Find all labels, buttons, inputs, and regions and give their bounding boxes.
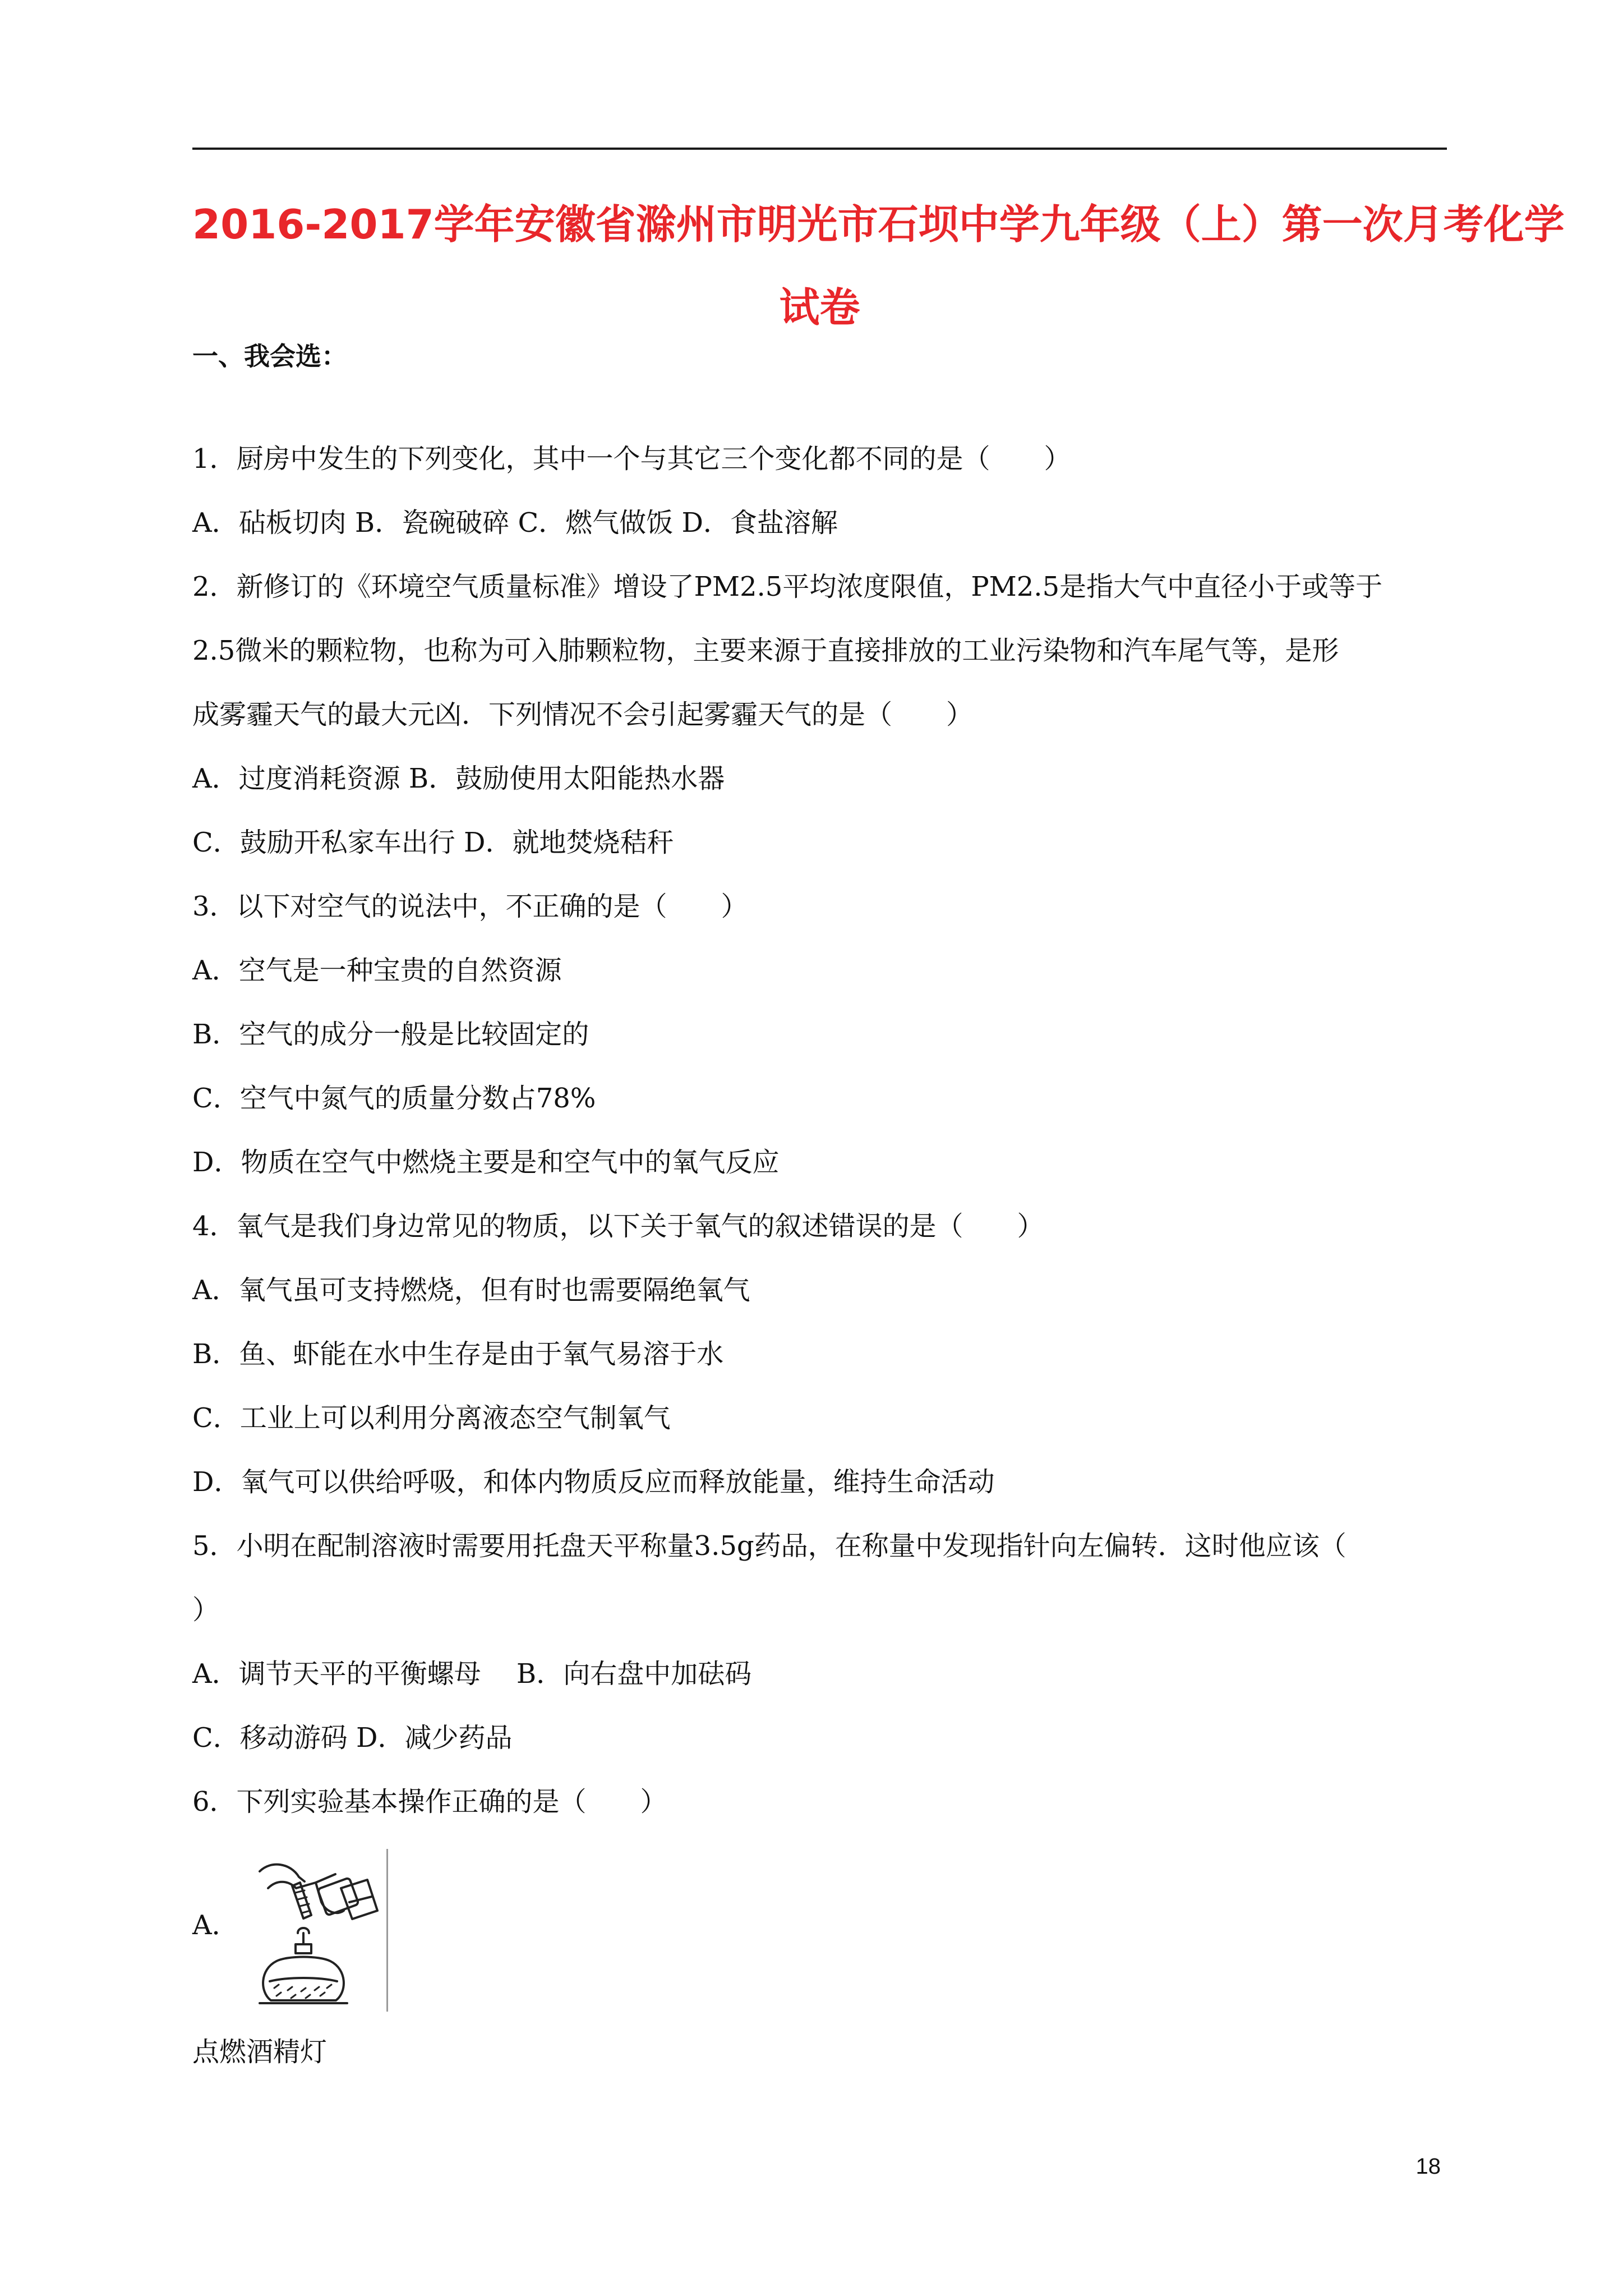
- q4-option-b: B．鱼、虾能在水中生存是由于氧气易溶于水: [192, 1338, 724, 1370]
- q6-option-a-caption: 点燃酒精灯: [192, 2036, 328, 2068]
- q2-stem-line1: 2．新修订的《环境空气质量标准》增设了PM2.5平均浓度限值，PM2.5是指大气中直径小于或等于: [192, 571, 1383, 602]
- q6-option-a-label: A．: [192, 1910, 239, 1941]
- page-number: 18: [1415, 2154, 1441, 2179]
- q3-stem: 3．以下对空气的说法中，不正确的是（ ）: [192, 891, 748, 922]
- section-heading: 一、我会选：: [192, 341, 347, 371]
- q2-option-cd: C．鼓励开私家车出行 D．就地焚烧秸秆: [192, 827, 674, 858]
- q4-option-c: C．工业上可以利用分离液态空气制氧气: [192, 1402, 671, 1434]
- q4-option-a: A．氧气虽可支持燃烧，但有时也需要隔绝氧气: [192, 1274, 750, 1306]
- q2-stem-line3: 成雾霾天气的最大元凶．下列情况不会引起雾霾天气的是（ ）: [192, 699, 974, 730]
- q3-option-c: C．空气中氮气的质量分数占78%: [192, 1083, 596, 1114]
- q2-stem-line2: 2.5微米的颗粒物，也称为可入肺颗粒物，主要来源于直接排放的工业污染物和汽车尾气等，是形: [192, 635, 1339, 666]
- q4-option-d: D．氧气可以供给呼吸，和体内物质反应而释放能量，维持生命活动: [192, 1466, 995, 1498]
- q5-stem-line1: 5．小明在配制溶液时需要用托盘天平称量3.5g药品，在称量中发现指针向左偏转．这时他应该（: [192, 1530, 1347, 1562]
- alcohol-lamp-figure: [237, 1849, 388, 2012]
- q3-option-a: A．空气是一种宝贵的自然资源: [192, 955, 562, 986]
- q3-option-b: B．空气的成分一般是比较固定的: [192, 1019, 589, 1050]
- q5-option-ab: A．调节天平的平衡螺母 B．向右盘中加砝码: [192, 1658, 752, 1690]
- exam-title-line2: 试卷: [779, 284, 860, 331]
- q5-option-cd: C．移动游码 D．减少药品: [192, 1722, 513, 1754]
- q2-option-ab: A．过度消耗资源 B．鼓励使用太阳能热水器: [192, 763, 725, 794]
- q1-stem: 1．厨房中发生的下列变化，其中一个与其它三个变化都不同的是（ ）: [192, 443, 1071, 475]
- q4-stem: 4．氧气是我们身边常见的物质，以下关于氧气的叙述错误的是（ ）: [192, 1211, 1044, 1242]
- q1-options: A．砧板切肉 B．瓷碗破碎 C．燃气做饭 D．食盐溶解: [192, 507, 838, 539]
- header-rule: [192, 148, 1447, 150]
- q5-stem-line2: ）: [192, 1594, 220, 1626]
- q6-stem: 6．下列实验基本操作正确的是（ ）: [192, 1786, 667, 1818]
- q3-option-d: D．物质在空气中燃烧主要是和空气中的氧气反应: [192, 1147, 780, 1178]
- exam-title-line1: 2016-2017学年安徽省滁州市明光市石坝中学九年级（上）第一次月考化学: [192, 201, 1565, 248]
